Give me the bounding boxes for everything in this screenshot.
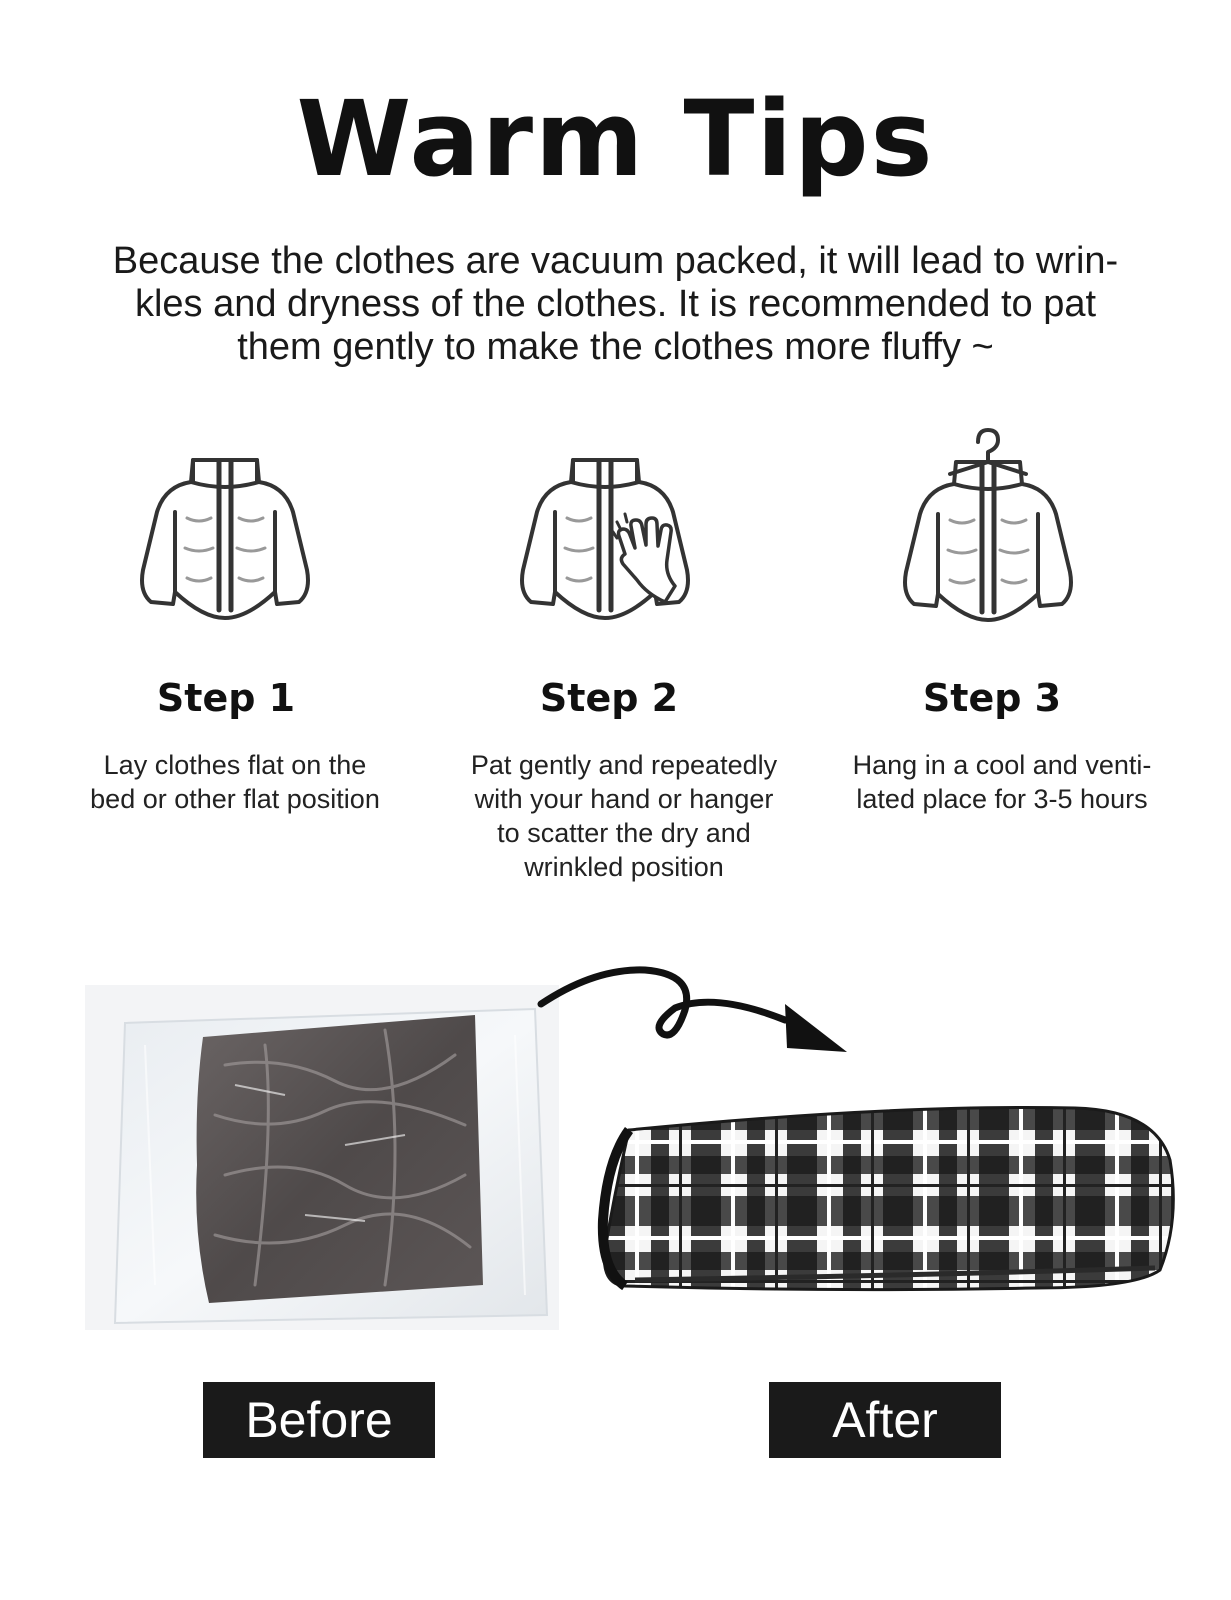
- jacket-flat-icon: [135, 452, 315, 622]
- step-2-line: Pat gently and repeatedly: [470, 750, 778, 780]
- vacuum-packed-clothes-image: [85, 985, 559, 1330]
- page-title: Warm Tips: [296, 78, 935, 200]
- intro-paragraph: [60, 240, 1171, 369]
- curved-arrow-icon: [535, 960, 855, 1060]
- step-3-description: [812, 748, 1192, 816]
- step-1-title: Step 1: [156, 676, 296, 720]
- step-2-line: with your hand or hanger: [474, 784, 774, 814]
- fluffy-plaid-blanket-image: [595, 1100, 1180, 1300]
- intro-line: kles and dryness of the clothes. It is recommended to pat: [134, 283, 1097, 325]
- before-label: Before: [203, 1382, 435, 1458]
- step-2-line: to scatter the dry and: [497, 818, 751, 848]
- step-1-line: bed or other flat position: [90, 784, 380, 814]
- step-2-description: [434, 748, 814, 884]
- step-1-description: [45, 748, 425, 816]
- after-label: After: [769, 1382, 1001, 1458]
- step-3-line: lated place for 3-5 hours: [856, 784, 1148, 814]
- intro-line: Because the clothes are vacuum packed, it will lead to wrin-: [112, 240, 1119, 282]
- step-1-line: Lay clothes flat on the: [103, 750, 367, 780]
- jacket-pat-hand-icon: [515, 452, 695, 622]
- step-2-line: wrinkled position: [524, 852, 724, 882]
- step-3-line: Hang in a cool and venti-: [852, 750, 1152, 780]
- step-2-title: Step 2: [539, 676, 679, 720]
- jacket-hanger-icon: [898, 424, 1078, 624]
- step-3-title: Step 3: [922, 676, 1062, 720]
- intro-line: them gently to make the clothes more fluffy ~: [237, 326, 994, 368]
